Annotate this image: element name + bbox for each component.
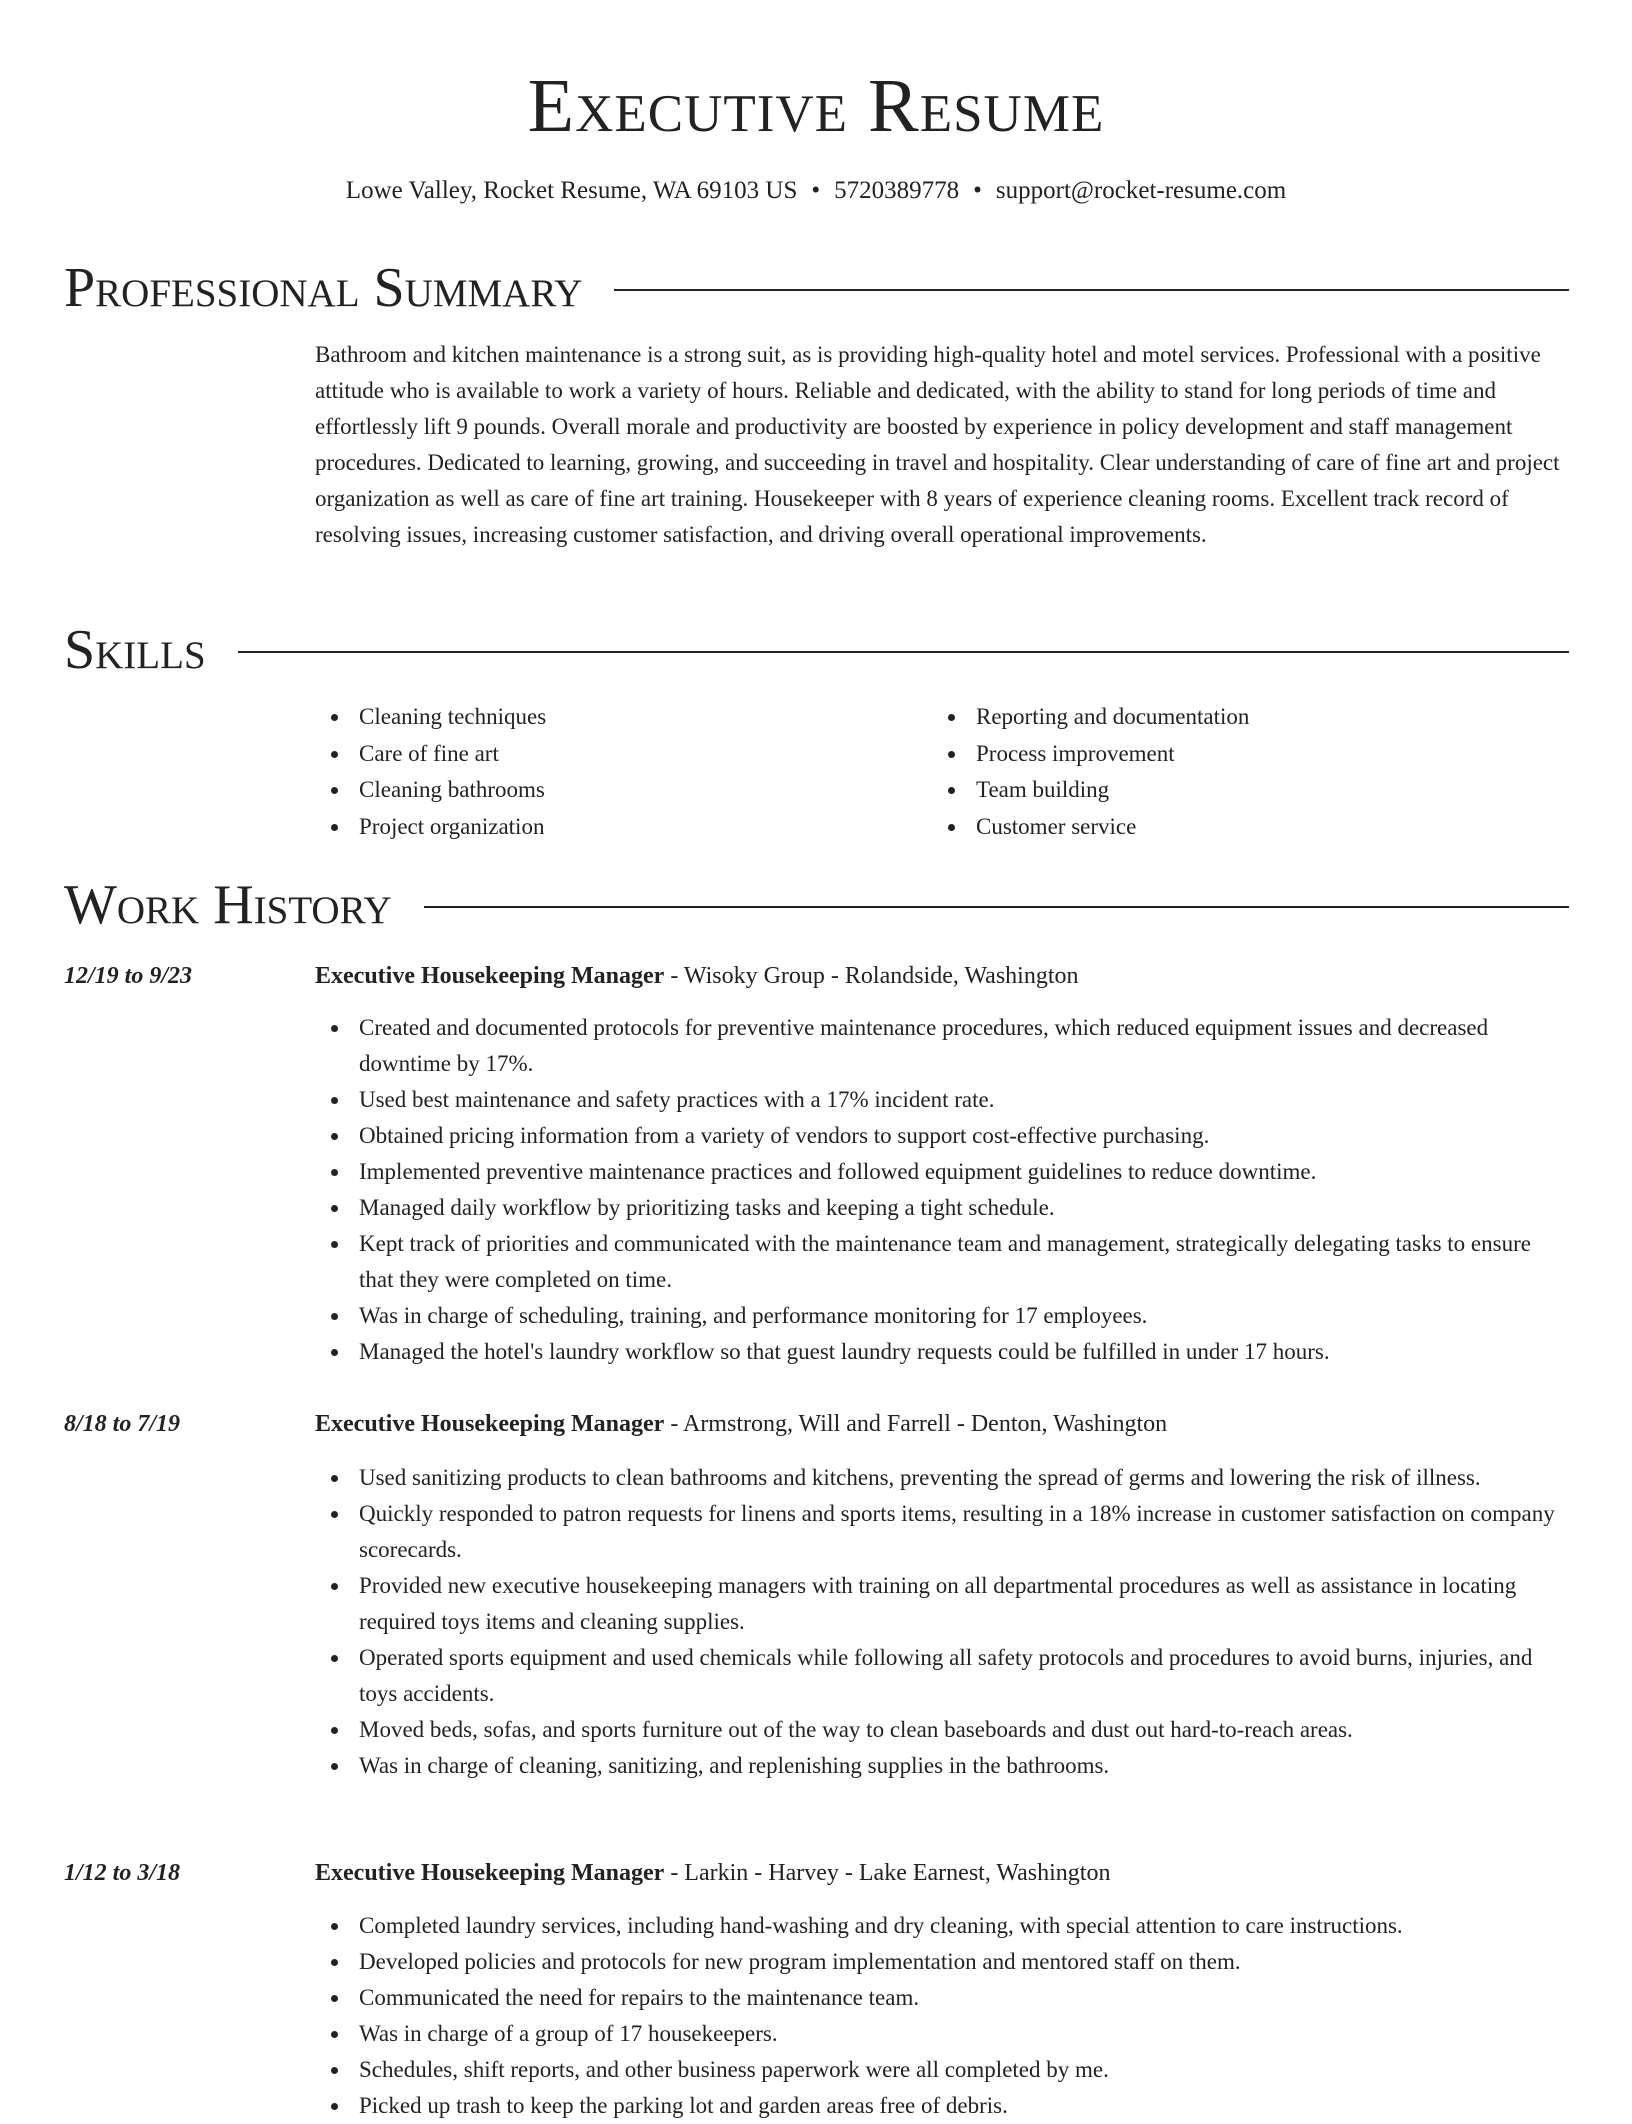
job-title: Executive Housekeeping Manager bbox=[315, 1411, 665, 1437]
job-bullets bbox=[315, 1460, 1569, 1784]
skill-item: Project organization bbox=[315, 809, 915, 846]
job-dates: 1/12 to 3/18 bbox=[64, 1860, 181, 1886]
job-title: Executive Housekeeping Manager bbox=[315, 1860, 665, 1886]
section-divider bbox=[238, 651, 1569, 653]
job-employer: - Larkin - Harvey - Lake Earnest, Washington bbox=[664, 1860, 1111, 1886]
skill-item: Process improvement bbox=[932, 736, 1552, 773]
contact-separator: • bbox=[811, 177, 821, 204]
job-bullet: Used best maintenance and safety practices with a 17% incident rate. bbox=[315, 1082, 1569, 1118]
job-heading bbox=[315, 958, 1569, 994]
skill-item: Care of fine art bbox=[315, 736, 915, 773]
job-employer: - Armstrong, Will and Farrell - Denton, Washington bbox=[664, 1411, 1168, 1437]
job-bullet: Moved beds, sofas, and sports furniture out of the way to clean baseboards and dust out hard-to-reach areas. bbox=[315, 1712, 1569, 1748]
job-bullet: Managed the hotel's laundry workflow so that guest laundry requests could be fulfilled in under 17 hours. bbox=[315, 1334, 1569, 1370]
skills-list-left bbox=[315, 699, 915, 846]
skill-item: Cleaning bathrooms bbox=[315, 772, 915, 809]
job-bullet: Was in charge of a group of 17 housekeepers. bbox=[315, 2016, 1569, 2052]
job-bullet: Used sanitizing products to clean bathrooms and kitchens, preventing the spread of germs and lowering the risk of illness. bbox=[315, 1460, 1569, 1496]
job-bullet: Managed daily workflow by prioritizing tasks and keeping a tight schedule. bbox=[315, 1190, 1569, 1226]
job-bullet: Was in charge of cleaning, sanitizing, and replenishing supplies in the bathrooms. bbox=[315, 1748, 1569, 1784]
job-bullet: Operated sports equipment and used chemicals while following all safety protocols and procedures to avoid burns, injuries, and toys accidents. bbox=[315, 1640, 1569, 1712]
job-dates: 12/19 to 9/23 bbox=[64, 963, 193, 989]
summary-text: Bathroom and kitchen maintenance is a strong suit, as is providing high-quality hotel and motel services. Professional with a positive attitude who is available to work a variety of hours. Reliable and dedicated, with the ability to stand for long periods of time and effortlessly lift 9 pounds. Overall morale and productivity are boosted by experience in policy development and staff management procedures. Dedicated to learning, growing, and succeeding in travel and hospitality. Clear understanding of care of fine art and project organization as well as care of fine art training. Housekeeper with 8 years of experience cleaning rooms. Excellent track record of resolving issues, increasing customer satisfaction, and driving overall operational improvements. bbox=[315, 342, 1560, 547]
skills-section-header bbox=[64, 618, 1569, 682]
summary-section-title: Professional Summary bbox=[64, 257, 583, 319]
job-bullet: Created and documented protocols for preventive maintenance procedures, which reduced equipment issues and decreased downtime by 17%. bbox=[315, 1010, 1569, 1082]
job-heading bbox=[315, 1406, 1569, 1442]
summary-section-header bbox=[64, 256, 1569, 320]
contact-line bbox=[0, 174, 1632, 208]
resume-name: Executive Resume bbox=[527, 64, 1105, 148]
contact-separator: • bbox=[973, 177, 982, 204]
section-divider bbox=[424, 906, 1569, 908]
job-dates: 8/18 to 7/19 bbox=[64, 1411, 181, 1437]
job-bullet: Schedules, shift reports, and other business paperwork were all completed by me. bbox=[315, 2052, 1569, 2088]
work-section-header bbox=[64, 873, 1569, 937]
job-bullet: Picked up trash to keep the parking lot and garden areas free of debris. bbox=[315, 2088, 1569, 2124]
job-bullet: Kept track of priorities and communicated with the maintenance team and management, strategically delegating tasks to ensure that they were completed on time. bbox=[315, 1226, 1569, 1298]
skill-item: Cleaning techniques bbox=[315, 699, 915, 736]
contact-phone: 5720389778 bbox=[834, 177, 960, 204]
job-bullet: Developed policies and protocols for new program implementation and mentored staff on them. bbox=[315, 1944, 1569, 1980]
job-bullet: Provided new executive housekeeping managers with training on all departmental procedures as well as assistance in locating required toys items and cleaning supplies. bbox=[315, 1568, 1569, 1640]
job-bullet: Communicated the need for repairs to the maintenance team. bbox=[315, 1980, 1569, 2016]
skills-section-title: Skills bbox=[64, 619, 206, 681]
job-bullet: Completed laundry services, including hand-washing and dry cleaning, with special attention to care instructions. bbox=[315, 1908, 1569, 1944]
skill-item: Reporting and documentation bbox=[932, 699, 1552, 736]
contact-address: Lowe Valley, Rocket Resume, WA 69103 US bbox=[345, 177, 798, 204]
job-bullet: Implemented preventive maintenance practices and followed equipment guidelines to reduce downtime. bbox=[315, 1154, 1569, 1190]
skill-item: Customer service bbox=[932, 809, 1552, 846]
job-bullet: Obtained pricing information from a variety of vendors to support cost-effective purchasing. bbox=[315, 1118, 1569, 1154]
skill-item: Team building bbox=[932, 772, 1552, 809]
job-bullet: Quickly responded to patron requests for linens and sports items, resulting in a 18% increase in customer satisfaction on company scorecards. bbox=[315, 1496, 1569, 1568]
job-heading bbox=[315, 1855, 1569, 1891]
job-title: Executive Housekeeping Manager bbox=[315, 963, 665, 989]
job-bullets bbox=[315, 1908, 1569, 2124]
skills-list-right bbox=[932, 699, 1552, 846]
contact-email: support@rocket-resume.com bbox=[995, 177, 1287, 204]
job-employer: - Wisoky Group - Rolandside, Washington bbox=[664, 963, 1079, 989]
job-bullet: Was in charge of scheduling, training, and performance monitoring for 17 employees. bbox=[315, 1298, 1569, 1334]
job-bullets bbox=[315, 1010, 1569, 1370]
section-divider bbox=[614, 289, 1569, 291]
work-section-title: Work History bbox=[64, 874, 392, 936]
